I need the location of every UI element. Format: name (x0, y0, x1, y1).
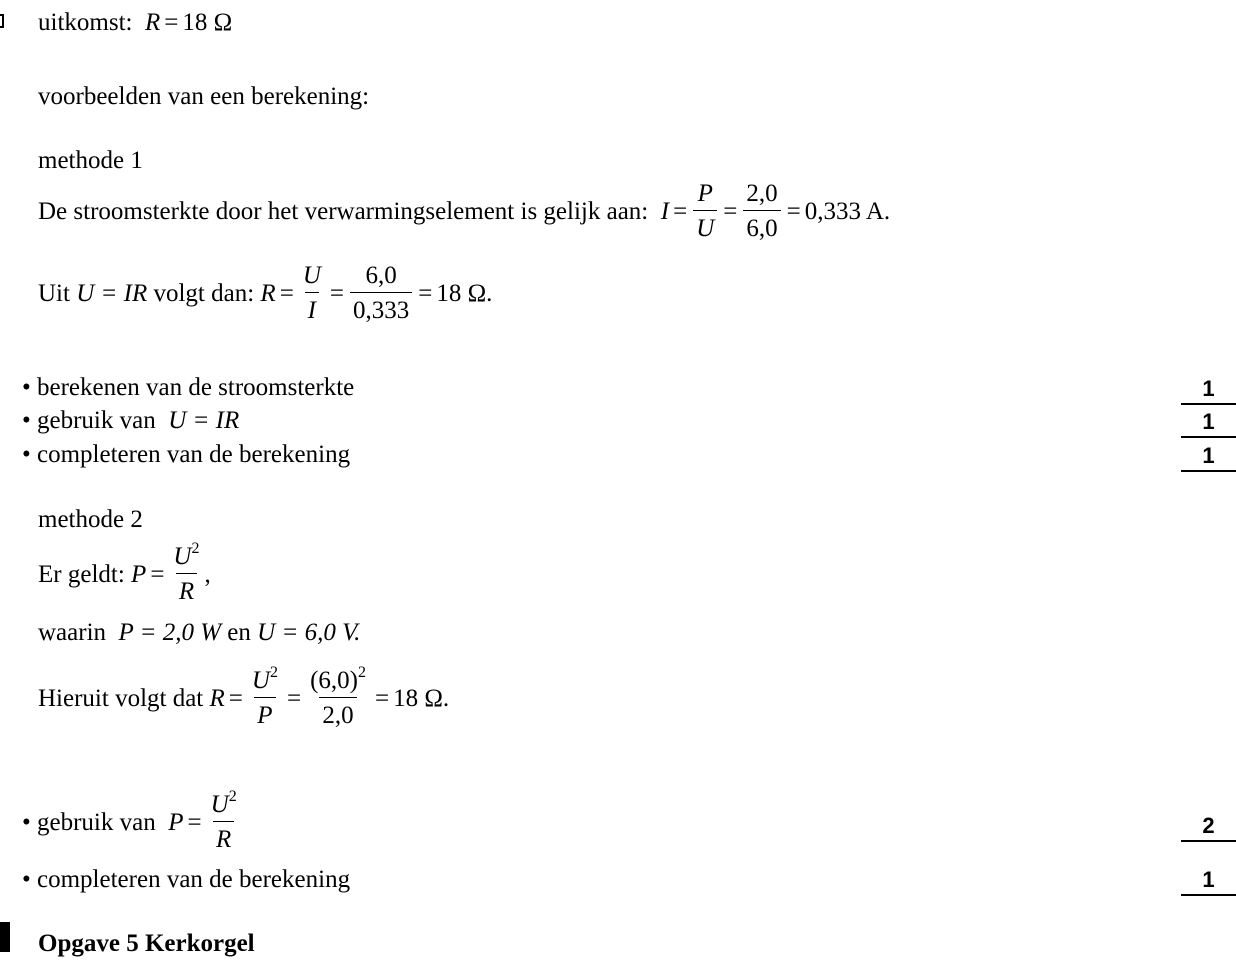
answer-line (38, 10, 232, 35)
criterion-text: completeren van de berekening (37, 441, 351, 468)
equals: = (673, 197, 688, 225)
fraction-values-3 (307, 664, 369, 729)
method2-line3-pre: Hieruit volgt dat (38, 684, 204, 712)
equals: = (786, 197, 801, 225)
method2-line3 (38, 664, 450, 729)
method1-line2-pre: Uit (38, 279, 70, 307)
denominator: U (693, 210, 717, 241)
criterion-text: completeren van de berekening (37, 866, 351, 893)
method1-line1-text: De stroomsterkte door het verwarmingselement is gelijk aan: (38, 197, 649, 225)
criterion-text: berekenen van de stroomsterkte (37, 374, 355, 401)
denominator: 2,0 (319, 697, 356, 728)
score-1: 1 (1181, 378, 1236, 405)
numerator: 2,0 (746, 180, 778, 207)
formula-U-IR: U = IR (76, 279, 148, 307)
symbol-U: U (251, 667, 270, 694)
fraction-P-over-U (693, 181, 717, 241)
method1-result2: 18 Ω. (436, 279, 493, 307)
symbol-I: I (660, 197, 670, 225)
score-4: 2 (1181, 815, 1236, 842)
answer-marker (0, 14, 4, 28)
denominator: R (213, 821, 234, 852)
method1-line2 (38, 263, 492, 323)
symbol-P: P (131, 560, 147, 588)
method1-line2-mid: volgt dan: (153, 279, 255, 307)
fraction-U-over-I (300, 263, 324, 323)
word-en: en (227, 619, 251, 646)
equals: = (279, 279, 294, 307)
method2-title: methode 2 (38, 506, 143, 533)
method2-line1: Er geldt: P = $\frac{U^2}{R}$ , (38, 540, 211, 605)
symbol-R: R (260, 279, 276, 307)
numerator: (6,0) (310, 667, 358, 694)
method2-line1-pre: Er geldt: (38, 560, 125, 588)
value-U: U = 6,0 V. (257, 619, 361, 646)
formula-U-IR: U = IR (168, 407, 240, 434)
method1-title: methode 1 (38, 147, 143, 174)
numerator: P (697, 180, 713, 207)
fraction-values-2 (350, 263, 412, 323)
denominator: 0,333 (350, 292, 412, 323)
symbol-U: U (210, 791, 229, 818)
score-2: 1 (1181, 411, 1236, 438)
method2-result: 18 Ω. (393, 684, 450, 712)
symbol-R: R (209, 684, 225, 712)
section-marker (0, 922, 10, 952)
equals: = (329, 279, 344, 307)
numerator: U (302, 262, 321, 289)
criterion-5: • completeren van de berekening (22, 866, 351, 893)
exponent: 2 (357, 664, 366, 681)
symbol-U: U (173, 543, 192, 570)
value-P: P = 2,0 W (118, 619, 222, 646)
method2-line2-pre: waarin (38, 619, 107, 646)
equals: = (374, 684, 390, 712)
method1-line1 (38, 181, 890, 241)
next-heading: Opgave 5 Kerkorgel (38, 930, 255, 957)
criterion-text: gebruik van (37, 407, 156, 434)
exponent: 2 (269, 664, 278, 681)
fraction-U2-over-R (170, 540, 202, 605)
denominator: R (176, 573, 197, 604)
criterion-3: • completeren van de berekening (22, 441, 351, 468)
answer-symbol: R (144, 9, 161, 36)
equals: = (723, 197, 738, 225)
numerator: 6,0 (365, 262, 397, 289)
equals: = (164, 9, 179, 36)
score-5: 1 (1181, 869, 1236, 896)
fraction-U2-over-R (208, 788, 240, 853)
intro-text: voorbeelden van een berekening: (38, 83, 370, 110)
method1-result: 0,333 A. (804, 197, 891, 225)
denominator: 6,0 (743, 210, 780, 241)
criterion-text: gebruik van (37, 808, 156, 836)
symbol-P: P (168, 808, 184, 836)
equals: = (286, 684, 302, 712)
exponent: 2 (191, 540, 200, 557)
equals: = (418, 279, 433, 307)
criterion-4: • gebruik van P = $\frac{U^2}{R}$ (22, 792, 242, 852)
fraction-U2-over-P (249, 664, 281, 729)
exponent: 2 (228, 788, 237, 805)
criterion-2: • gebruik van U = IR (22, 407, 240, 434)
fraction-values (743, 181, 780, 241)
score-3: 1 (1181, 445, 1236, 472)
method2-line2 (38, 620, 360, 645)
equals: = (150, 560, 165, 588)
equals: = (187, 808, 202, 836)
denominator: I (305, 292, 319, 323)
denominator: P (254, 697, 275, 728)
equals: = (228, 684, 243, 712)
answer-value: 18 Ω (182, 9, 233, 36)
criterion-1: • berekenen van de stroomsterkte (22, 374, 355, 401)
answer-label: uitkomst: (38, 9, 133, 36)
